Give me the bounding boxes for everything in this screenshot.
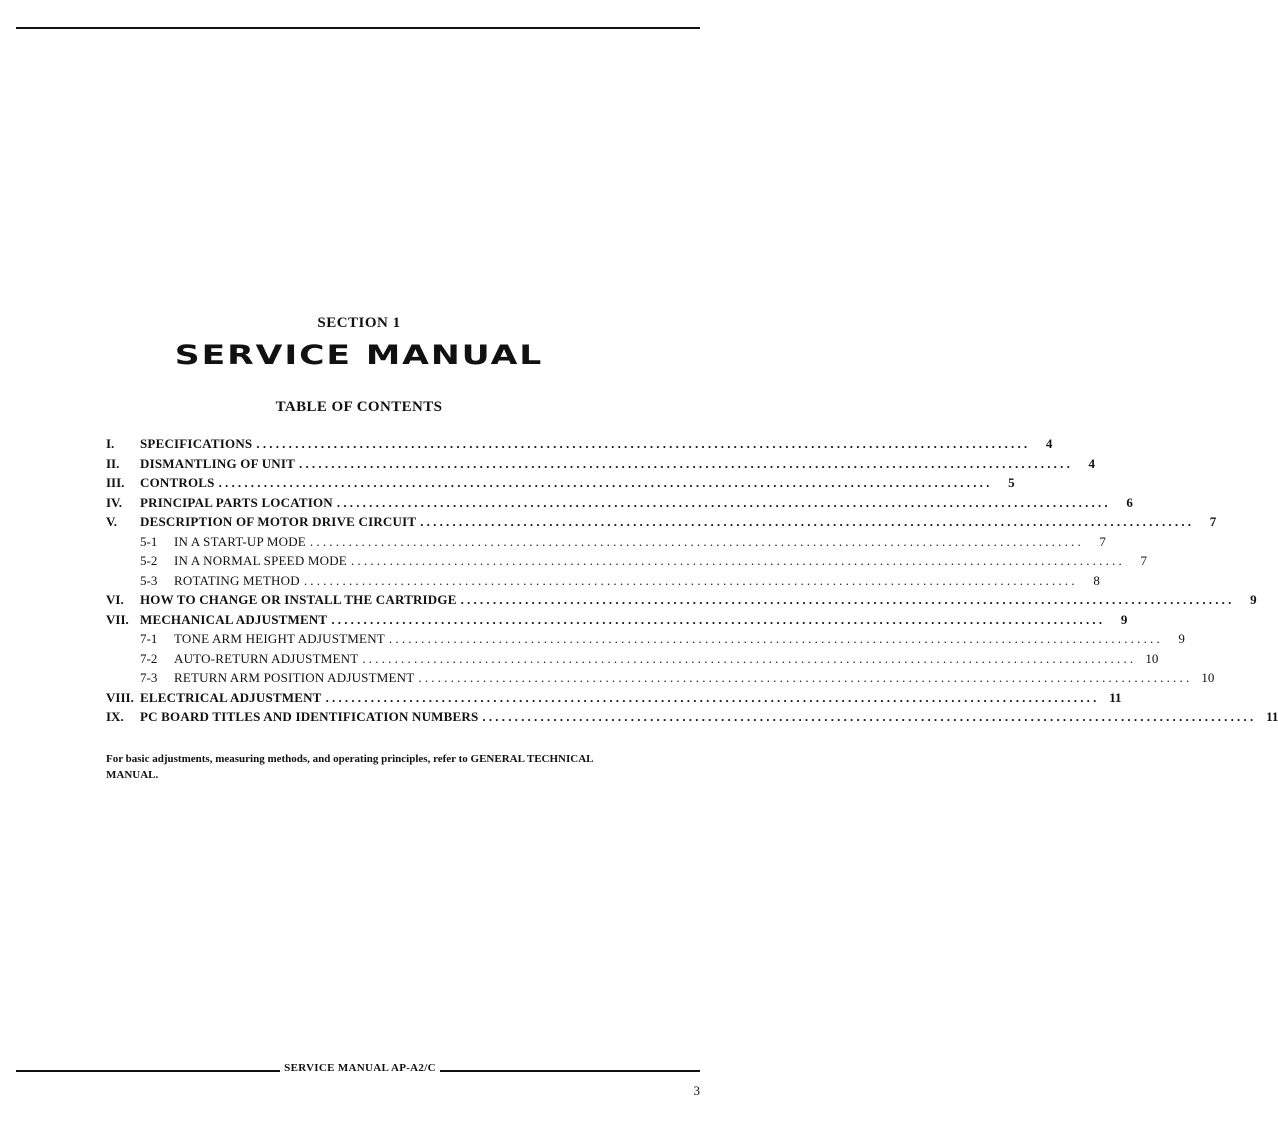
toc-leader-dots: ........................................................................................................................ bbox=[331, 611, 1106, 627]
toc-leader-dots: ........................................................................................................................ bbox=[256, 436, 1031, 451]
toc-entry-page: 4 bbox=[1045, 436, 1053, 451]
toc-leader-dots: ........................................................................................................................ bbox=[362, 650, 1137, 666]
toc-entry-label: IN A START-UP MODE bbox=[174, 533, 306, 549]
toc-entry bbox=[106, 650, 1159, 671]
toc-entry bbox=[106, 592, 1257, 612]
toc-leader-dots: ........................................................................................................................ bbox=[460, 592, 1235, 607]
toc-entry-label: DISMANTLING OF UNIT bbox=[140, 455, 296, 471]
toc-entry-page: 4 bbox=[1088, 455, 1096, 471]
toc-leader-dots: ........................................................................................................................ bbox=[420, 514, 1195, 529]
toc-entry-subnumber: 7-1 bbox=[140, 631, 158, 646]
toc-entry bbox=[106, 572, 1100, 593]
toc-entry-subnumber: 7-3 bbox=[140, 670, 158, 685]
toc-entry-page: 7 bbox=[1140, 553, 1147, 568]
toc-entry-page: 8 bbox=[1093, 572, 1100, 588]
toc-entry-subnumber: 7-2 bbox=[140, 650, 158, 666]
toc-leader-dots: ........................................................................................................................ bbox=[218, 475, 993, 490]
toc-entry bbox=[106, 689, 1122, 710]
toc-leader-dots: ........................................................................................................................ bbox=[299, 455, 1074, 471]
toc-entry-number: II. bbox=[106, 455, 120, 471]
toc-entry-number: IV. bbox=[106, 494, 123, 510]
toc-entry-label: RETURN ARM POSITION ADJUSTMENT bbox=[174, 670, 415, 685]
toc-entry bbox=[106, 533, 1106, 554]
toc-entry-number: I. bbox=[106, 436, 115, 451]
toc-entry-label: TONE ARM HEIGHT ADJUSTMENT bbox=[174, 631, 385, 646]
toc-entry-label: CONTROLS bbox=[140, 475, 215, 490]
page-number: 3 bbox=[693, 1083, 700, 1098]
toc-leader-dots: ........................................................................................................................ bbox=[388, 631, 1163, 646]
toc-entry bbox=[106, 514, 1217, 534]
toc-entry bbox=[106, 475, 1015, 495]
toc-entry-subnumber: 5-2 bbox=[140, 553, 158, 568]
toc-entry-label: MECHANICAL ADJUSTMENT bbox=[140, 611, 328, 627]
toc-entry-label: ROTATING METHOD bbox=[174, 572, 300, 588]
toc-entry-subnumber: 5-1 bbox=[140, 533, 158, 549]
reference-note: For basic adjustments, measuring methods, and operating principles, refer to GENERAL TECHNICAL MANUAL. bbox=[106, 753, 593, 781]
toc-entry-page: 6 bbox=[1126, 494, 1133, 510]
toc-entry bbox=[106, 631, 1185, 651]
toc-entry-label: DESCRIPTION OF MOTOR DRIVE CIRCUIT bbox=[140, 514, 417, 529]
toc-entry-number: III. bbox=[106, 475, 125, 490]
toc-entry-page: 7 bbox=[1099, 533, 1106, 549]
toc-leader-dots: ........................................................................................................................ bbox=[303, 572, 1078, 588]
toc-entry-number: VIII. bbox=[106, 689, 134, 705]
toc-leader-dots: ........................................................................................................................ bbox=[482, 709, 1257, 724]
toc-entry bbox=[106, 494, 1133, 515]
toc-heading: TABLE OF CONTENTS bbox=[275, 399, 443, 415]
toc-entry-page: 11 bbox=[1266, 709, 1278, 724]
table-of-contents bbox=[106, 436, 1278, 729]
toc-entry bbox=[106, 455, 1096, 476]
toc-entry bbox=[106, 436, 1053, 456]
toc-entry-page: 9 bbox=[1178, 631, 1185, 646]
toc-entry-page: 9 bbox=[1250, 592, 1257, 607]
toc-leader-dots: ........................................................................................................................ bbox=[336, 494, 1111, 510]
toc-entry-label: HOW TO CHANGE OR INSTALL THE CARTRIDGE bbox=[140, 592, 457, 607]
toc-entry-number: V. bbox=[106, 514, 117, 529]
toc-leader-dots: ........................................................................................................................ bbox=[325, 689, 1100, 705]
footer-rule-right bbox=[440, 1070, 700, 1072]
toc-leader-dots: ........................................................................................................................ bbox=[418, 670, 1193, 685]
top-rule bbox=[16, 27, 700, 29]
toc-entry-number: VI. bbox=[106, 592, 124, 607]
toc-entry-subnumber: 5-3 bbox=[140, 572, 158, 588]
toc-entry-number: IX. bbox=[106, 709, 124, 724]
toc-entry bbox=[106, 670, 1215, 690]
toc-entry-page: 5 bbox=[1008, 475, 1015, 490]
toc-entry-page: 11 bbox=[1109, 689, 1122, 705]
toc-entry-page: 10 bbox=[1145, 650, 1159, 666]
toc-entry-label: ELECTRICAL ADJUSTMENT bbox=[140, 689, 322, 705]
toc-leader-dots: ........................................................................................................................ bbox=[309, 533, 1084, 549]
toc-entry bbox=[106, 611, 1128, 632]
toc-entry-label: IN A NORMAL SPEED MODE bbox=[174, 553, 347, 568]
toc-entry-label: AUTO-RETURN ADJUSTMENT bbox=[174, 650, 359, 666]
toc-entry-label: SPECIFICATIONS bbox=[140, 436, 253, 451]
toc-entry-page: 10 bbox=[1201, 670, 1215, 685]
toc-entry-page: 7 bbox=[1209, 514, 1217, 529]
footer bbox=[16, 1061, 700, 1079]
footer-text: SERVICE MANUAL AP-A2/C bbox=[284, 1062, 436, 1074]
section-label: SECTION 1 bbox=[317, 315, 401, 331]
toc-entry-number: VII. bbox=[106, 611, 129, 627]
toc-entry bbox=[106, 709, 1278, 729]
toc-entry bbox=[106, 553, 1147, 573]
toc-entry-page: 9 bbox=[1120, 611, 1128, 627]
toc-leader-dots: ........................................................................................................................ bbox=[350, 553, 1125, 568]
page-title: SERVICE MANUAL bbox=[174, 340, 544, 371]
footer-rule-left bbox=[16, 1070, 280, 1072]
toc-entry-label: PRINCIPAL PARTS LOCATION bbox=[140, 494, 333, 510]
toc-entry-label: PC BOARD TITLES AND IDENTIFICATION NUMBERS bbox=[140, 709, 479, 724]
